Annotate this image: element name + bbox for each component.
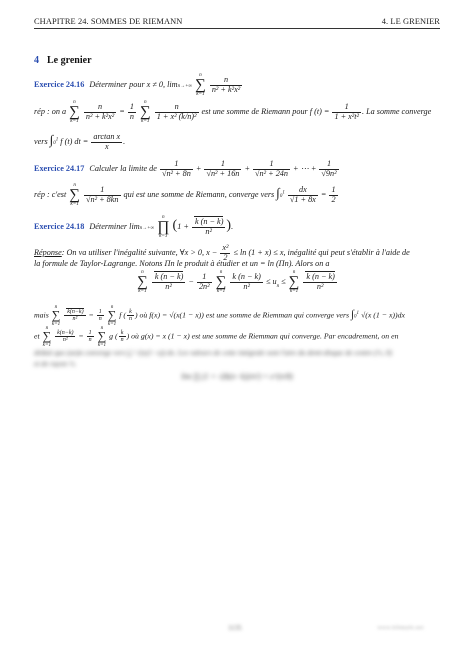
blurred-conclusion-line1: déduit que (un)n converge vers ∫₀¹ √(x(1−x)) dx. Les valeurs de cette intégrale sont l'aire du demi-disque de centre (½, 0) (34, 348, 392, 357)
et-line: et n ∑ k=1 $\frac{k(n-k)}{\text{n²}}$ = $\frac{1}{n}$ n ∑ k=1 g ( $\frac{k}{n}$ ) où g(x) = x (1 − x) est une somme de Riemman qui converge. Par encadrement, on en (34, 325, 399, 348)
exercise-label: Exercice 24.17 (34, 163, 85, 173)
exercise-24-17-answer: rép : c'est n ∑ k=1 $\frac{1}{\text{√n² + 8kn}}$ qui est une somme de Riemann, converge vers $\int 0^1$ $\frac{dx}{√1 + 8x}$ = $\frac{1}{2}$ (34, 182, 336, 208)
mais-line: mais n ∑ k=1 $\frac{k(n-k)}{\text{n²}}$ = $\frac{1}{n}$ n ∑ k=1 f ( $\frac{k}{n}$ ) où f(x) = √(x(1 − x)) est une somme de Riemman qui converge vers $\int 0^1$ √(x (1 − x))dx (34, 304, 405, 327)
header-section: 4. LE GRENIER (381, 17, 440, 26)
exercise-24-17-statement: Exercice 24.17 Calculer la limite de $\frac{1}{\text{√n² + 8n}}$ + $\frac{1}{\text{√n² + 16n}}$ + $\frac{1}{\text{√n² + 24n}}$ + ⋯ + $\frac{1}{\text{√9n²}}$ (34, 159, 337, 178)
exercise-label: Exercice 24.16 (34, 80, 85, 90)
section-heading (34, 55, 92, 66)
section-number: 4 (34, 55, 39, 66)
response-line1: Réponse: On va utiliser l'inégalité suivante, ∀x > 0, x − $\frac{\text{x²}}{2}$ ≤ ln (1 + x) ≤ x, inégalité qui peut s'établir à l'aide de (34, 243, 410, 262)
page-number: 1135 (228, 624, 242, 632)
inequality-display: n ∑ k=1 $\frac{k (n - k)}{\text{n²}}$ − $\frac{1}{\text{2n²}}$ n ∑ k=1 $\frac{k (n - k)}{\text{n²}}$ ≤ $u_n$ ≤ n ∑ k=1 $\frac{k (n - k)}{\text{n²}}$ (137, 269, 335, 295)
header-chapter: CHAPITRE 24. SOMMES DE RIEMANN (34, 17, 183, 26)
exercise-label: Exercice 24.18 (34, 222, 85, 232)
blurred-final-display: lim ∏ (1 + √(k(n−k))/n²) = e^(π/8) (181, 372, 293, 381)
blurred-conclusion-line2: et de rayon ½. (34, 359, 77, 368)
response-label: Réponse (34, 247, 62, 257)
exercise-24-16-answer-line2: vers $\int 0^1$ f (t) dt = $\frac{\text{arctan x}}{x}$ . (34, 132, 126, 151)
exercise-24-18-statement: Exercice 24.18 Déterminer limn→+∞ n ∏ k=1 (1 + $\frac{k (n - k)}{\text{n²}}$ ). (34, 214, 234, 240)
section-title: Le grenier (47, 55, 92, 66)
footer-url: www.bibmath.net (377, 625, 424, 631)
response-line2: la formule de Taylor-Lagrange. Notons Πn le produit à étudier et un = ln (Πn). Alors on a (34, 259, 330, 268)
exercise-24-16-statement: Exercice 24.16 Déterminer pour x ≠ 0, limn→+∞ n ∑ k=1 $\frac{n}{\text{n² + k²x²}}$ (34, 72, 241, 98)
running-header (34, 17, 440, 29)
exercise-24-16-answer: rép : on a n ∑ k=1 $\frac{n}{\text{n² + k²x²}}$ = $\frac{1}{n}$ n ∑ k=1 $\frac{n}{\text{1 + x² (k/n)²}}$ est une somme de Riemann pour f (t) = $\frac{1}{\text{1 + x²t²}}$ . La somme converge (34, 99, 432, 125)
